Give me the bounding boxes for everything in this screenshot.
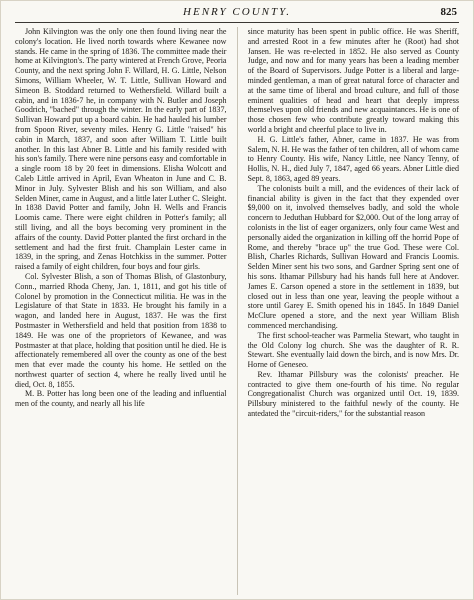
- paragraph: H. G. Little's father, Abner, came in 1837. He was from Salem, N. H. He was the father of ten children, all of whom came to Henry County. His wife, Nancy Little, nee Nancy Tenny, of Hollis, N. H., died July 7, 1847, aged 66 years. Abner Little died Sept. 8, 1863, aged 89 years.: [247, 134, 459, 183]
- running-title: HENRY COUNTY.: [183, 6, 291, 18]
- paragraph: Col. Sylvester Blish, a son of Thomas Blish, of Glastonbury, Conn., married Rhoda Cheny, Jan. 1, 1811, and got his title of Colonel by promotion in the Connecticut militia. He was in the Legislature of that State in 1833. He brought his family in a wagon, and landed here in August, 1837. He was the first Postmaster in Wethersfield and held that position from 1838 to 1849. He was one of the proprietors of Kewanee, and was Postmaster at that place, holding that position until he died. He is affectionately remembered all over the county as one of the best men that ever made the county his home. He settled on the northwest quarter of section 4, where he really lived until he died, Oct. 8, 1855.: [15, 271, 227, 389]
- running-head: [15, 6, 459, 23]
- paragraph: The colonists built a mill, and the evidences of their lack of financial ability is given in the fact that they expended over $9,000 on it, involved themselves badly, and sold the whole concern to Jeduthan Hubbard for $2,000. Out of the long array of colonists in the list of eager organizers, only four came West and personally aided the organization in killing off the horrid Pope of Rome, and thereby "brace up" the true God. These were Col. Blish, Charles Richards, Sullivan Howard and Francis Loomis. Selden Miner sent his two sons, and Gardner Spring sent one of his sons. Ithamar Pillsbury had his hands full here at Andover. James E. Carson opened a store in the settlement in 1839, but closed out in less than one year, leaving the people without a store until Garey E. Smith opened his in 1845. In 1849 Daniel McClure opened a store, and the next year William Blish commenced merchandising.: [247, 183, 459, 330]
- paragraph: John Kilvington was the only one then found living near the colony's location. He lived north towards where Kewanee now stands. He came in the spring of 1836. The committee made their home at Kilvington's. The party wintered at French Grove, Peoria County, and the next spring John F. Willard, H. G. Little, Nelson Simons, William Wheeler, W. T. Little, Sullivan Howard and Simeon B. Stoddard returned to Wethersfield. Willard built a cabin, and in 1836-7 he, in company with N. Butler and Joseph Goodrich, "bached" through the winter. In the early part of 1837, Sullivan Howard put up a board cabin. He had hauled his lumber from Spoon River, seventy miles. Henry G. Little "raised" his cabin in March, 1837, and soon after William T. Little built another. In this last Abner B. Little and his family resided with his son's family. There were nine persons easy and comfortable in a single room 18 by 20 feet in dimensions. Elisha Wolcott and Caleb Little arrived in April, Evan Wheaton in June and C. B. Minor in July. Sylvester Blish and his son William, and also Selden Miner, came in August, and a little later Luther C. Sleight. In 1838 David Potter and family, John H. Wells and Francis Loomis came. There were eight children in Potter's family; all still living, and all the boys becoming very prominent in the affairs of the county. David Potter planted the first orchard in the settlement and had the first fruit. Champlain Lester came in 1839, in the spring, and Zenas Hotchkiss in the summer. Potter raised a family of eight children, four boys and four girls.: [15, 27, 227, 272]
- right-column: [248, 27, 460, 595]
- page-number: 825: [440, 6, 457, 18]
- paragraph: since maturity has been spent in public office. He was Sheriff, and arrested Root in a few minutes after he (Root) had shot Jansen. He was re-elected in 1852. He also served as County Judge, and now and for many years has been a leading member of the Board of Supervisors. Judge Potter is a liberal and large-minded gentleman, a man of great natural force of character and at the same time of liberal and broad culture, and full of those eminent qualities of head and heart that deeply impress themselves upon old friends and new acquaintances. He is one of those chosen few who contribute greatly toward making this world a bright and cheerful place to live in.: [247, 27, 459, 134]
- column-divider: [237, 27, 238, 595]
- paragraph: M. B. Potter has long been one of the leading and influential men of the county, and nearly all his life: [15, 389, 227, 409]
- paragraph: Rev. Ithamar Pillsbury was the colonists' preacher. He contracted to give them one-fourth of his time. No regular Congregationalist Church was organized until Oct. 19, 1839. Pillsbury ministered to the faithful newly of the county. He antedated the "circuit-riders," for the substantial reason: [247, 369, 459, 419]
- paragraph: The first school-teacher was Parmelia Stewart, who taught in the Old Colony log church. She was the daughter of R. R. Stewart. She eventually laid down the birch, and is now Mrs. Dr. Horne of Geneseo.: [247, 330, 459, 370]
- text-columns: [15, 27, 459, 595]
- left-column: [15, 27, 227, 595]
